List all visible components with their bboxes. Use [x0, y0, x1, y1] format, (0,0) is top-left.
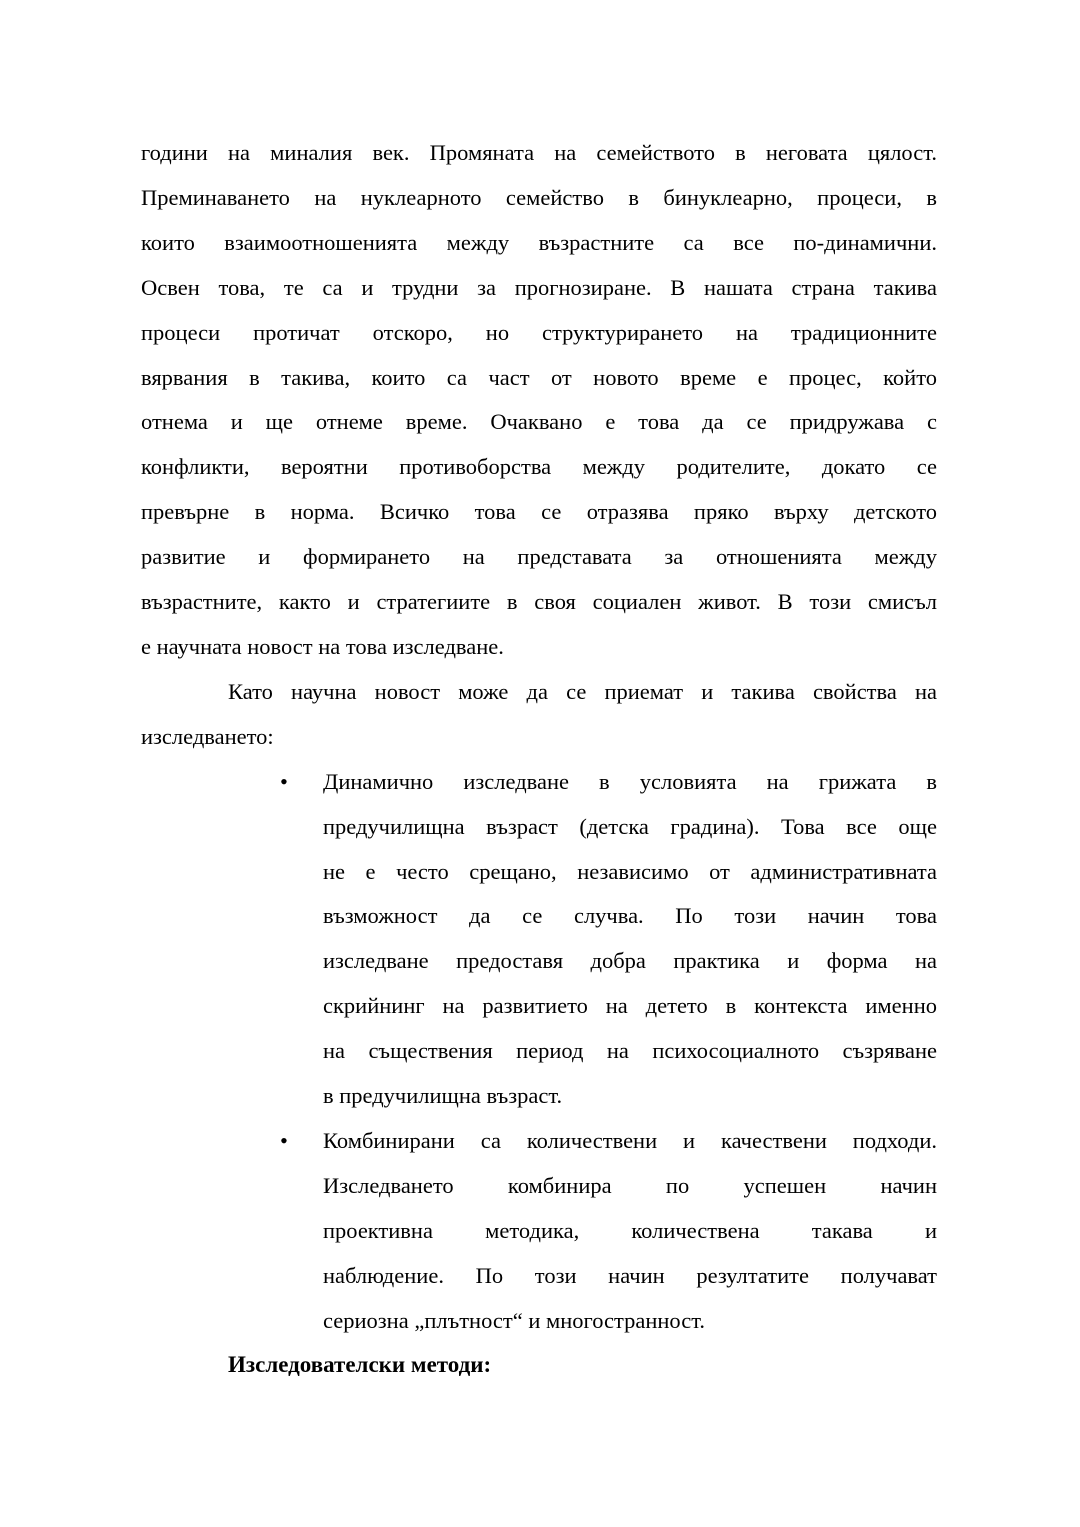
- bullet-line: в предучилищна възраст.: [323, 1083, 563, 1109]
- text-line: Като научна новост може да се приемат и такива свойства на: [228, 678, 937, 704]
- bullet-line: наблюдение. По този начин резултатите получават: [323, 1262, 937, 1288]
- text-line: отнема и ще отнеме време. Очаквано е това да се придружава с: [141, 409, 937, 435]
- bullet-item-dynamic-study: [141, 760, 937, 1119]
- bullet-line: не е често срещано, независимо от административната: [323, 858, 937, 884]
- text-line: възрастните, както и стратегиите в своя социален живот. В този смисъл: [141, 589, 937, 615]
- bullet-line: възможност да се случва. По този начин това: [323, 903, 937, 929]
- text-line: конфликти, вероятни противоборства между родителите, докато се: [141, 454, 937, 480]
- bullet-line: изследване предоставя добра практика и форма на: [323, 948, 937, 974]
- bullet-icon: •: [280, 768, 288, 794]
- text-line: Освен това, те са и трудни за прогнозиране. В нашата страна такива: [141, 274, 937, 300]
- text-line: процеси протичат отскоро, но структурирането на традиционните: [141, 319, 937, 345]
- bullet-line: [141, 760, 937, 805]
- bullet-text: Комбинирани са количествени и качествени подходи.: [323, 1127, 937, 1153]
- bullet-line: предучилищна възраст (детска градина). Това все още: [323, 813, 937, 839]
- paragraph-scientific-novelty: [141, 670, 937, 760]
- text-line: изследването:: [141, 723, 274, 749]
- bullet-line: скрийнинг на развитието на детето в контекста именно: [323, 993, 937, 1019]
- text-line: вярвания в такива, които са част от новото време е процес, който: [141, 364, 937, 390]
- bullet-text: Динамично изследване в условията на грижата в: [323, 768, 937, 794]
- text-line: превърне в норма. Всичко това се отразява пряко върху детското: [141, 499, 937, 525]
- text-line: развитие и формирането на представата за отношенията между: [141, 544, 937, 570]
- bullet-line: сериозна „плътност“ и многостранност.: [323, 1307, 705, 1333]
- paragraph-continued: [141, 131, 937, 670]
- bullet-line: проективна методика, количествена такава и: [323, 1217, 937, 1243]
- section-heading-research-methods: Изследователски методи:: [228, 1352, 492, 1378]
- bullet-line: [141, 1119, 937, 1164]
- bullet-line: Изследването комбинира по успешен начин: [323, 1172, 937, 1198]
- text-line: които взаимоотношенията между възрастните са все по-динамични.: [141, 229, 937, 255]
- text-line: е научната новост на това изследване.: [141, 633, 504, 659]
- page-content: [141, 131, 937, 1388]
- bullet-line: на съществения период на психосоциалното съзряване: [323, 1038, 937, 1064]
- text-line: години на миналия век. Промяната на семейството в неговата цялост.: [141, 140, 937, 165]
- bullet-item-combined-approaches: [141, 1119, 937, 1344]
- bullet-icon: •: [280, 1127, 288, 1153]
- text-line: Преминаването на нуклеарното семейство в бинуклеарно, процеси, в: [141, 184, 937, 210]
